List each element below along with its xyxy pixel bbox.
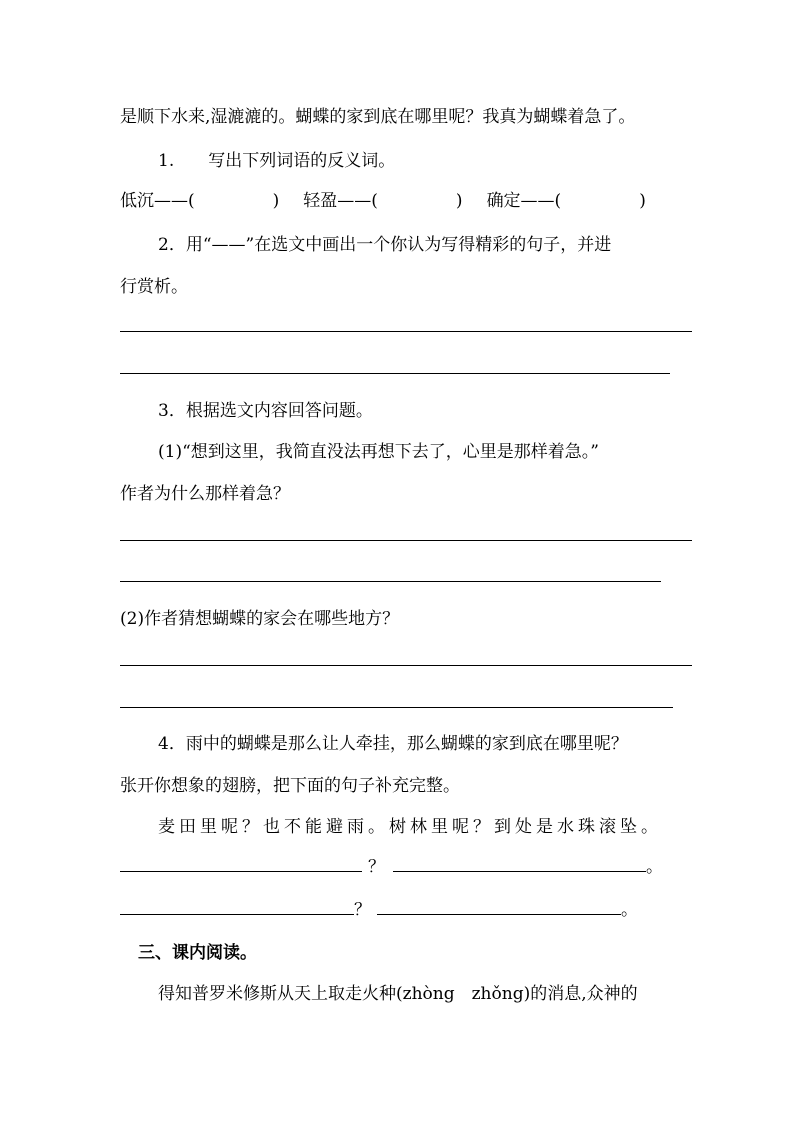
passage-tail-line: 是顺下水来,湿漉漉的。蝴蝶的家到底在哪里呢？我真为蝴蝶着急了。: [120, 107, 636, 127]
q1-item-3-word: 确定——(: [486, 191, 562, 211]
q4-example: 麦田里呢？也不能避雨。树林里呢？到处是水珠滚坠。: [158, 817, 662, 837]
section-3-heading: 三、课内阅读。: [138, 943, 257, 963]
q3-prompt: 3．根据选文内容回答问题。: [158, 401, 373, 421]
q3-sub1-answer-line-2[interactable]: [120, 581, 661, 582]
q3-sub2-answer-line-1[interactable]: [120, 665, 692, 666]
q4-fill-1b[interactable]: [393, 857, 646, 872]
q4-line-1: 4．雨中的蝴蝶是那么让人牵挂，那么蝴蝶的家到底在哪里呢？: [158, 734, 628, 754]
section-3-first-line: 得知普罗米修斯从天上取走火种(zhòng zhǒng)的消息,众神的: [158, 984, 638, 1004]
q3-sub1-answer-line-1[interactable]: [120, 540, 692, 541]
q3-sub1-line-2: 作者为什么那样着急？: [120, 484, 290, 504]
q4-fill-row-2: [120, 899, 638, 921]
q3-sub1-line-1: (1)“想到这里，我简直没法再想下去了，心里是那样着急。”: [158, 442, 599, 462]
q4-line-2: 张开你想象的翅膀，把下面的句子补充完整。: [120, 776, 460, 796]
q4-fill-2a[interactable]: [120, 900, 354, 915]
q2-line-1: 2．用“——”在选文中画出一个你认为写得精彩的句子，并进: [158, 235, 612, 255]
q1-prompt: 1. 写出下列词语的反义词。: [158, 151, 396, 171]
q2-answer-line-1[interactable]: [120, 331, 692, 332]
q1-item-1-word: 低沉——(: [120, 191, 195, 211]
q1-item-2-close: ): [455, 191, 463, 211]
q4-fill-2a-punct: ？: [354, 900, 371, 920]
q3-sub2-prompt: (2)作者猜想蝴蝶的家会在哪些地方？: [120, 609, 400, 629]
q2-line-2: 行赏析。: [120, 277, 188, 297]
q4-fill-2b[interactable]: [377, 900, 621, 915]
q3-sub2-answer-line-2[interactable]: [120, 707, 673, 708]
q4-fill-row-1: [120, 856, 663, 878]
q1-antonym-row: [120, 190, 646, 212]
q1-item-2-word: 轻盈——(: [303, 191, 378, 211]
q1-item-3-close: ): [639, 191, 646, 211]
q2-answer-line-2[interactable]: [120, 373, 670, 374]
q4-fill-2b-punct: 。: [621, 900, 638, 920]
q4-fill-1b-punct: 。: [646, 857, 663, 877]
q4-fill-1a-punct: ？: [368, 857, 385, 877]
q4-fill-1a[interactable]: [120, 857, 362, 872]
q1-item-1-close: ): [272, 191, 280, 211]
